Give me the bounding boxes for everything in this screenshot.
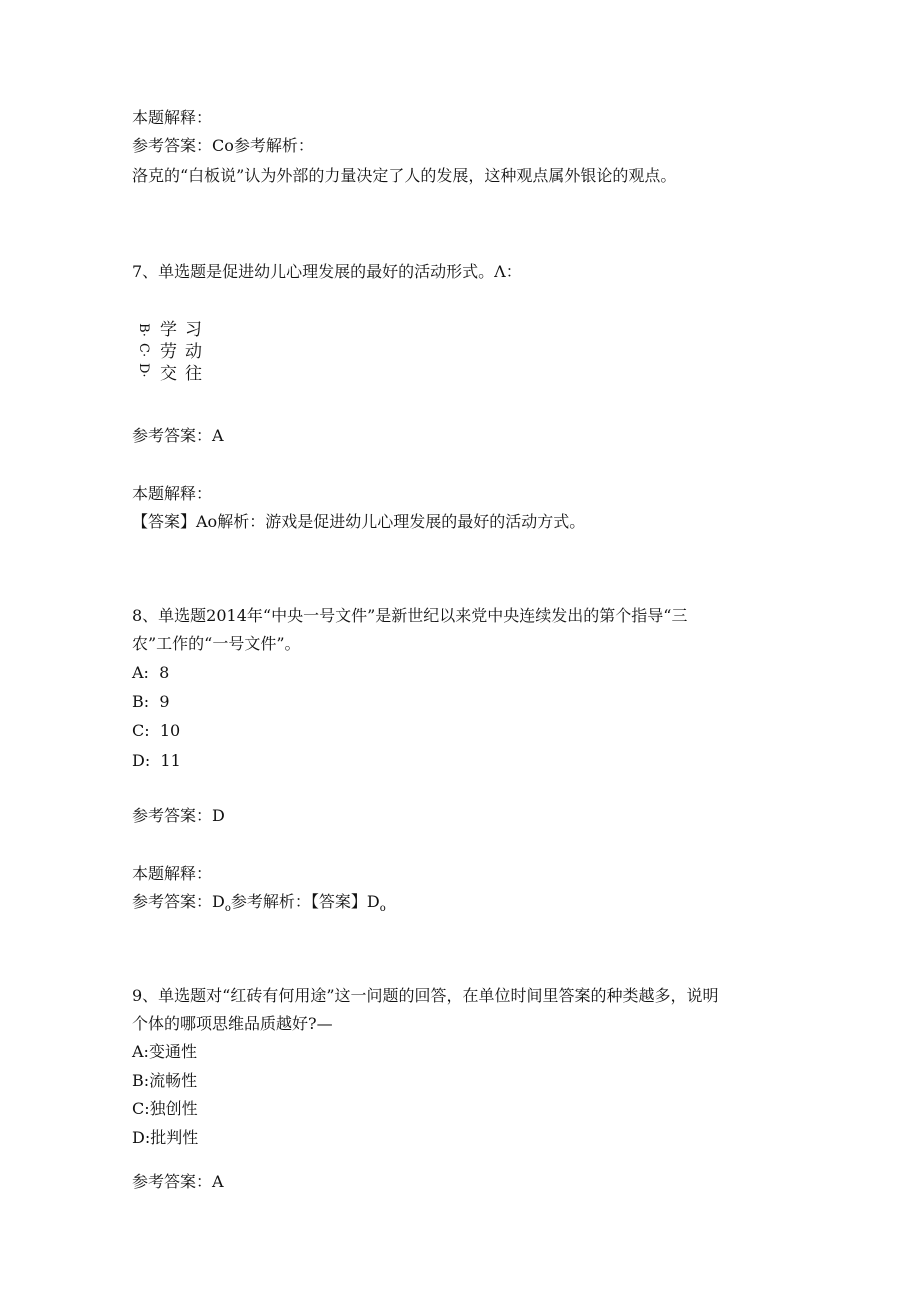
q7-letter-b: B· — [136, 323, 151, 337]
q7-analysis: 【答案】Ao解析：游戏是促进幼儿心理发展的最好的活动方式。 — [132, 512, 586, 531]
q8-option-c-label: C: — [132, 721, 150, 740]
q8-option-b-label: B: — [132, 692, 150, 711]
q7-stem: 7、单选题是促进幼儿心理发展的最好的活动形式。Λ： — [132, 262, 522, 281]
q8-explain-label: 本题解释： — [132, 864, 213, 883]
q8-analysis-mid: 参考解析：【答案】D — [230, 892, 380, 911]
q9-option-b: B:流畅性 — [132, 1071, 198, 1090]
q8-option-d-value: 11 — [160, 751, 181, 770]
q7-option-1: 学习 — [160, 320, 210, 340]
q8-stem-line1: 8、单选题2014年“中央一号文件”是新世纪以来党中央连续发出的第个指导“三 — [132, 606, 688, 625]
q8-option-c-value: 10 — [159, 721, 181, 740]
q7-letter-d: D· — [136, 363, 151, 378]
q8-option-c — [132, 721, 180, 741]
q8-stem-line2: 农”工作的“一号文件”。 — [132, 634, 301, 653]
q8-analysis-prefix: 参考答案：D — [132, 892, 225, 911]
q8-answer: 参考答案：D — [132, 806, 225, 825]
q9-option-c: C:独创性 — [132, 1099, 198, 1118]
q7-rotated-letters — [133, 320, 151, 382]
q8-option-d — [132, 751, 181, 771]
q7-explain-label: 本题解释： — [132, 484, 213, 503]
q6-answer-line: 参考答案：Co参考解析： — [132, 136, 314, 155]
q7-option-2: 劳动 — [160, 342, 210, 362]
q9-answer: 参考答案：A — [132, 1172, 224, 1191]
q8-option-a-value: 8 — [159, 663, 170, 682]
q8-analysis-sub2: o — [379, 903, 386, 914]
q7-option-3: 交往 — [160, 364, 210, 384]
q8-option-a — [132, 663, 169, 683]
q9-stem-line1: 9、单选题对“红砖有何用途”这一问题的回答，在单位时间里答案的种类越多，说明 — [132, 986, 719, 1005]
q9-stem-line2: 个体的哪项思维品质越好?— — [132, 1014, 333, 1033]
q8-option-d-label: D: — [132, 751, 151, 770]
q9-option-a: A:变通性 — [132, 1042, 197, 1061]
q8-analysis — [132, 892, 386, 919]
q8-option-a-label: A: — [132, 663, 149, 682]
q6-analysis: 洛克的“白板说”认为外部的力量决定了人的发展，这种观点属外银论的观点。 — [132, 166, 677, 185]
q6-explain-label: 本题解释： — [132, 108, 213, 127]
q8-analysis-sub1: o — [224, 903, 231, 914]
q8-option-b-value: 9 — [159, 692, 170, 711]
q7-answer: 参考答案：A — [132, 426, 224, 445]
q7-letter-c: C· — [136, 343, 151, 358]
q9-option-d: D:批判性 — [132, 1128, 199, 1147]
q8-option-b — [132, 692, 170, 712]
